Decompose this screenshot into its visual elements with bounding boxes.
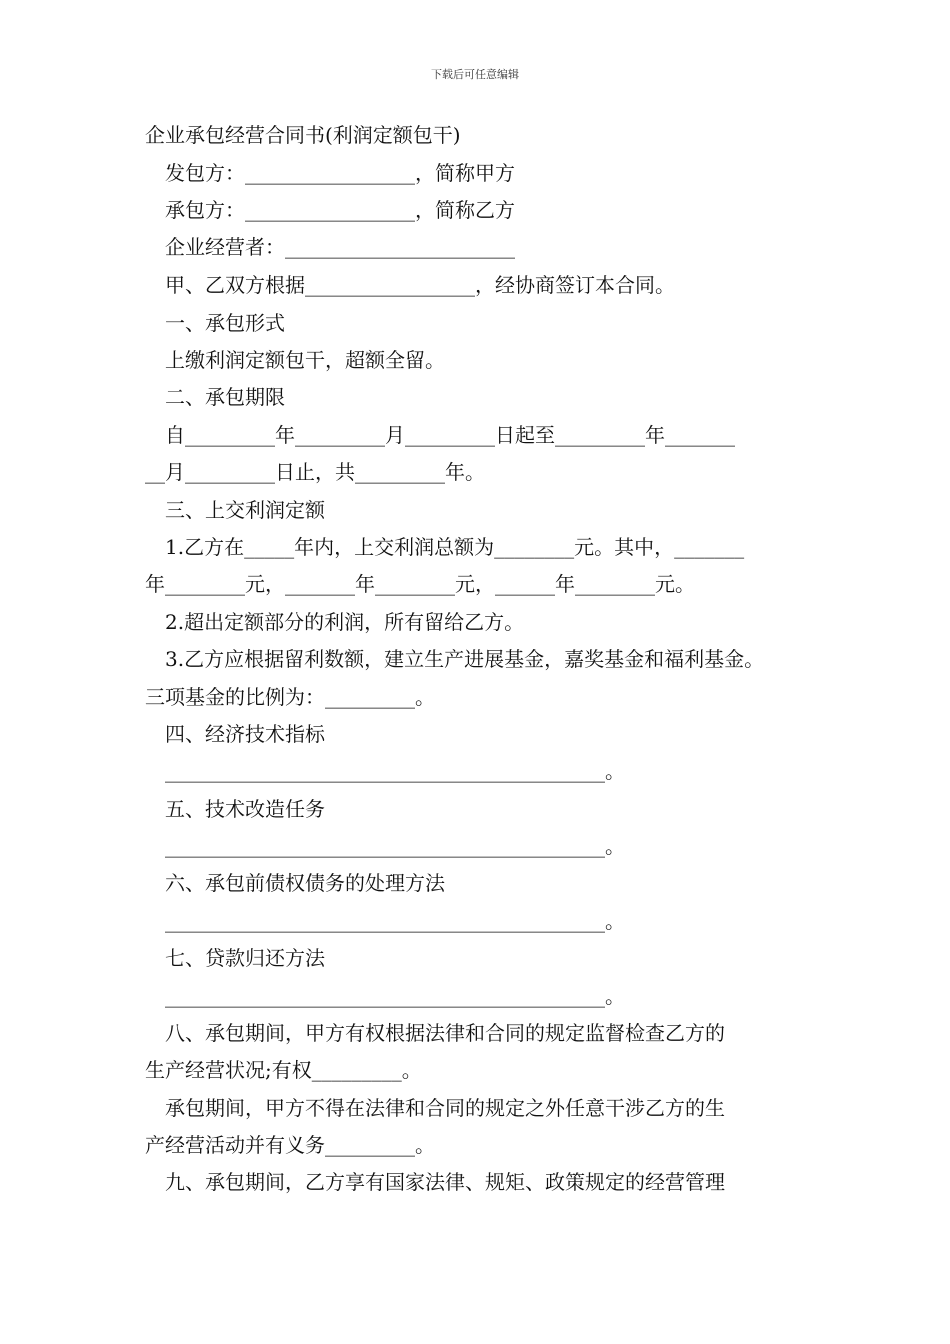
section-heading-3: 三、上交利润定额 — [165, 498, 325, 522]
section-heading-2: 二、承包期限 — [165, 385, 285, 409]
blank-line-7: ____________________________________________。 — [165, 984, 625, 1008]
contract-line-contractor: 承包方：_________________，简称乙方 — [165, 198, 515, 222]
section-heading-7: 七、贷款归还方法 — [165, 946, 325, 970]
section-8-line-2: 生产经营状况;有权_________。 — [145, 1058, 422, 1082]
profit-item-1-line-1: 1.乙方在_____年内，上交利润总额为________元。其中，_______ — [165, 535, 745, 559]
document-title: 企业承包经营合同书(利润定额包干) — [145, 123, 461, 147]
section-heading-1: 一、承包形式 — [165, 311, 285, 335]
blank-line-6: ____________________________________________。 — [165, 909, 625, 933]
term-line-1: 自_________年_________月_________日起至_________年_______ — [165, 423, 735, 447]
blank-line-5: ____________________________________________。 — [165, 834, 625, 858]
page-header: 下载后可任意编辑 — [431, 68, 519, 81]
section-text-1: 上缴利润定额包干，超额全留。 — [165, 348, 445, 372]
term-line-2: __月_________日止，共_________年。 — [145, 460, 485, 484]
section-8-line-4: 产经营活动并有义务_________。 — [145, 1133, 435, 1157]
section-heading-5: 五、技术改造任务 — [165, 797, 325, 821]
contract-line-operator: 企业经营者：_______________________ — [165, 235, 515, 259]
profit-item-1-line-2: 年________元，_______年________元，______年________元。 — [145, 572, 695, 596]
section-8-line-3: 承包期间，甲方不得在法律和合同的规定之外任意干涉乙方的生 — [165, 1096, 725, 1120]
profit-item-2: 2.超出定额部分的利润，所有留给乙方。 — [165, 610, 525, 634]
blank-line-4: ____________________________________________。 — [165, 759, 625, 783]
section-8-line-1: 八、承包期间，甲方有权根据法律和合同的规定监督检查乙方的 — [165, 1021, 725, 1045]
section-heading-6: 六、承包前债权债务的处理方法 — [165, 871, 445, 895]
profit-item-3-line-2: 三项基金的比例为：_________。 — [145, 685, 435, 709]
section-9-line-1: 九、承包期间，乙方享有国家法律、规矩、政策规定的经营管理 — [165, 1170, 725, 1194]
contract-line-basis: 甲、乙双方根据_________________，经协商签订本合同。 — [165, 273, 675, 297]
profit-item-3-line-1: 3.乙方应根据留利数额，建立生产进展基金，嘉奖基金和福利基金。 — [165, 647, 765, 671]
section-heading-4: 四、经济技术指标 — [165, 722, 325, 746]
contract-line-employer: 发包方：_________________，简称甲方 — [165, 161, 515, 185]
